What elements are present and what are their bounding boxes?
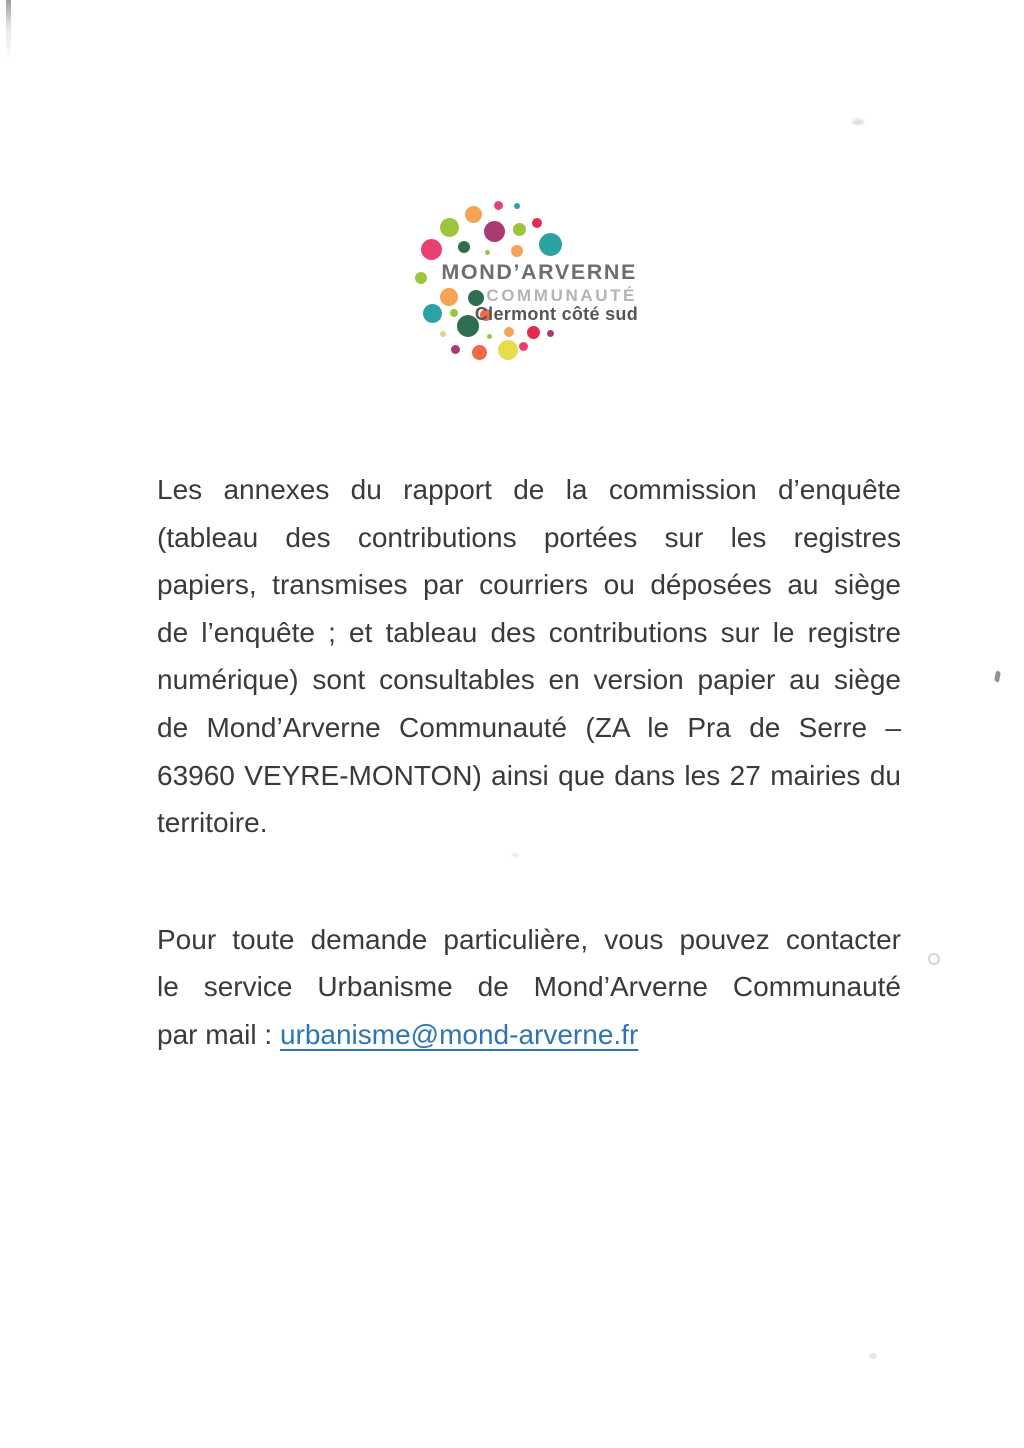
logo-dot: [465, 206, 482, 223]
paragraph-annexes: [157, 466, 901, 847]
text-line: numérique) sont consultables en version papier au siège: [157, 664, 901, 696]
logo-dot: [527, 326, 540, 339]
text-line: (tableau des contributions portées sur les registres: [157, 521, 901, 553]
logo-dot: [504, 327, 514, 337]
logo-dot: [458, 241, 470, 253]
text-line: de l’enquête ; et tableau des contributions sur le registre: [157, 616, 901, 648]
email-link[interactable]: urbanisme@mond-arverne.fr: [279, 1018, 639, 1050]
logo-dot: [547, 330, 554, 337]
logo-dot: [513, 223, 526, 236]
logo-dot: [498, 340, 518, 360]
logo-dot: [511, 245, 523, 257]
logo-dot: [514, 203, 520, 209]
text-line: territoire.: [157, 807, 268, 839]
logo-dot: [472, 345, 487, 360]
logo-title: MOND’ARVERNE: [441, 260, 637, 284]
logo-subtitle: COMMUNAUTÉ: [486, 286, 637, 305]
contact-line: [157, 1011, 901, 1059]
scan-speck-artifact: [852, 119, 864, 125]
logo-dot: [487, 334, 492, 339]
logo-dot: [440, 218, 459, 237]
text-line: Pour toute demande particulière, vous pouvez contacter: [157, 923, 901, 955]
logo-tagline: Clermont côté sud: [474, 304, 638, 324]
mond-arverne-logo: [400, 195, 670, 370]
logo-dot: [415, 272, 427, 284]
logo-dot: [539, 233, 562, 256]
document-body: [157, 466, 901, 1059]
scan-speck-artifact: [994, 671, 1001, 683]
scan-speck-artifact: [928, 953, 940, 965]
logo-dot: [450, 309, 458, 317]
scan-speck-artifact: [869, 1353, 877, 1359]
paragraph-contact: [157, 916, 901, 1059]
logo-dot: [484, 221, 505, 242]
logo-dot: [423, 304, 442, 323]
logo-dot: [421, 239, 442, 260]
text-line: papiers, transmises par courriers ou déposées au siège: [157, 569, 901, 601]
logo-dot: [485, 250, 490, 255]
logo-dot: [451, 345, 460, 354]
logo-dot: [440, 288, 458, 306]
logo-dot: [440, 331, 446, 337]
text-line: Les annexes du rapport de la commission d’enquête: [157, 474, 901, 505]
contact-prefix: par mail :: [157, 1018, 280, 1050]
text-line: le service Urbanisme de Mond’Arverne Communauté: [157, 971, 901, 1003]
logo-dot: [532, 218, 542, 228]
text-line: 63960 VEYRE-MONTON) ainsi que dans les 27 mairies du: [157, 759, 901, 791]
logo-dot: [494, 201, 503, 210]
logo-dot: [519, 342, 528, 351]
scan-streak-artifact: [6, 0, 11, 60]
text-line: de Mond’Arverne Communauté (ZA le Pra de Serre –: [157, 711, 901, 743]
